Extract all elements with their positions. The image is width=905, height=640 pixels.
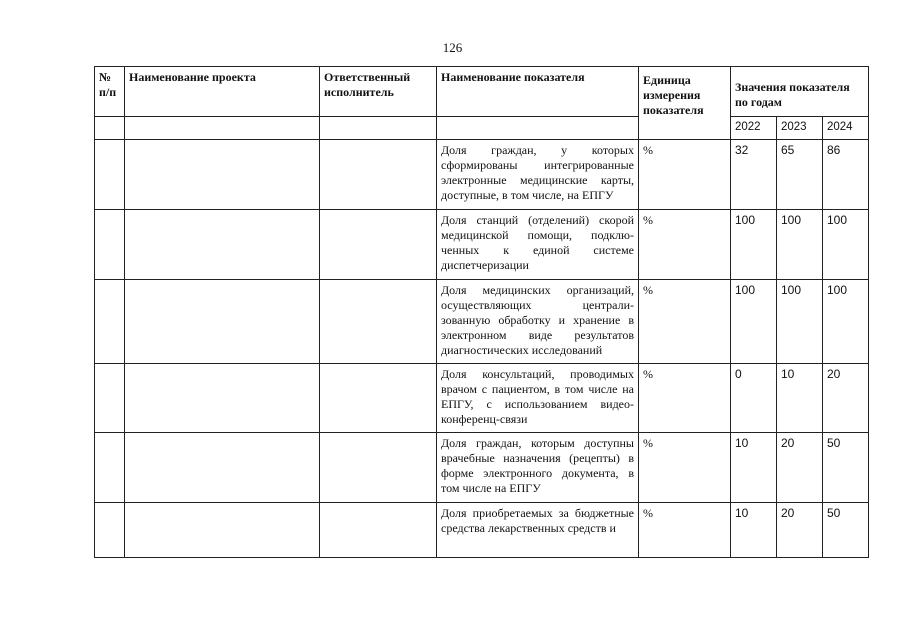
cell-value: 50	[823, 433, 869, 503]
header-blank	[125, 117, 320, 140]
cell-project	[125, 280, 320, 364]
header-blank	[437, 117, 639, 140]
table-row	[95, 503, 869, 558]
cell-value: 100	[731, 210, 777, 280]
table-row	[95, 140, 869, 210]
cell-project	[125, 210, 320, 280]
cell-project	[125, 503, 320, 558]
cell-executor	[320, 433, 437, 503]
cell-indicator: Доля медицинских организаций, осуществляющих централи-зованную обработку и хранение в электронном виде результатов диагностических исследований	[437, 280, 639, 364]
cell-indicator: Доля станций (отделений) скорой медицинской помощи, подклю-ченных к единой системе диспетчеризации	[437, 210, 639, 280]
cell-executor	[320, 503, 437, 558]
header-unit: Единица измерения показателя	[639, 67, 731, 140]
cell-unit: %	[639, 210, 731, 280]
table-row	[95, 433, 869, 503]
header-blank	[95, 117, 125, 140]
cell-value: 86	[823, 140, 869, 210]
cell-value: 32	[731, 140, 777, 210]
cell-project	[125, 364, 320, 433]
cell-value: 0	[731, 364, 777, 433]
cell-value: 65	[777, 140, 823, 210]
header-num: № п/п	[95, 67, 125, 117]
cell-value: 100	[731, 280, 777, 364]
cell-unit: %	[639, 140, 731, 210]
header-values: Значения показателя по годам	[731, 67, 869, 117]
header-project: Наименование проекта	[125, 67, 320, 117]
cell-unit: %	[639, 280, 731, 364]
cell-unit: %	[639, 433, 731, 503]
cell-num	[95, 140, 125, 210]
indicators-table	[94, 66, 869, 558]
cell-value: 50	[823, 503, 869, 558]
cell-unit: %	[639, 364, 731, 433]
cell-value: 10	[731, 433, 777, 503]
header-executor: Ответственный исполнитель	[320, 67, 437, 117]
header-indicator: Наименование показателя	[437, 67, 639, 117]
cell-value: 20	[777, 433, 823, 503]
cell-executor	[320, 364, 437, 433]
cell-indicator: Доля граждан, у которых сформированы интегрированные электронные медицинские карты, доступные, в том числе, на ЕПГУ	[437, 140, 639, 210]
cell-value: 10	[731, 503, 777, 558]
cell-project	[125, 140, 320, 210]
header-year: 2024	[823, 117, 869, 140]
cell-indicator: Доля приобретаемых за бюджетные средства лекарственных средств и	[437, 503, 639, 558]
cell-value: 100	[777, 210, 823, 280]
cell-num	[95, 364, 125, 433]
cell-project	[125, 433, 320, 503]
cell-executor	[320, 280, 437, 364]
header-year: 2023	[777, 117, 823, 140]
cell-executor	[320, 210, 437, 280]
cell-num	[95, 280, 125, 364]
cell-num	[95, 433, 125, 503]
cell-value: 10	[777, 364, 823, 433]
cell-indicator: Доля граждан, которым доступны врачебные назначения (рецепты) в форме электронного документа, в том числе на ЕПГУ	[437, 433, 639, 503]
cell-value: 20	[823, 364, 869, 433]
cell-value: 20	[777, 503, 823, 558]
table-row	[95, 364, 869, 433]
cell-num	[95, 503, 125, 558]
cell-num	[95, 210, 125, 280]
table-row	[95, 280, 869, 364]
cell-value: 100	[823, 210, 869, 280]
page-number: 126	[442, 40, 463, 55]
header-year: 2022	[731, 117, 777, 140]
cell-value: 100	[823, 280, 869, 364]
cell-unit: %	[639, 503, 731, 558]
table-row	[95, 210, 869, 280]
header-blank	[320, 117, 437, 140]
cell-value: 100	[777, 280, 823, 364]
cell-executor	[320, 140, 437, 210]
cell-indicator: Доля консультаций, проводимых врачом с пациентом, в том числе на ЕПГУ, с использованием видео-конференц-связи	[437, 364, 639, 433]
